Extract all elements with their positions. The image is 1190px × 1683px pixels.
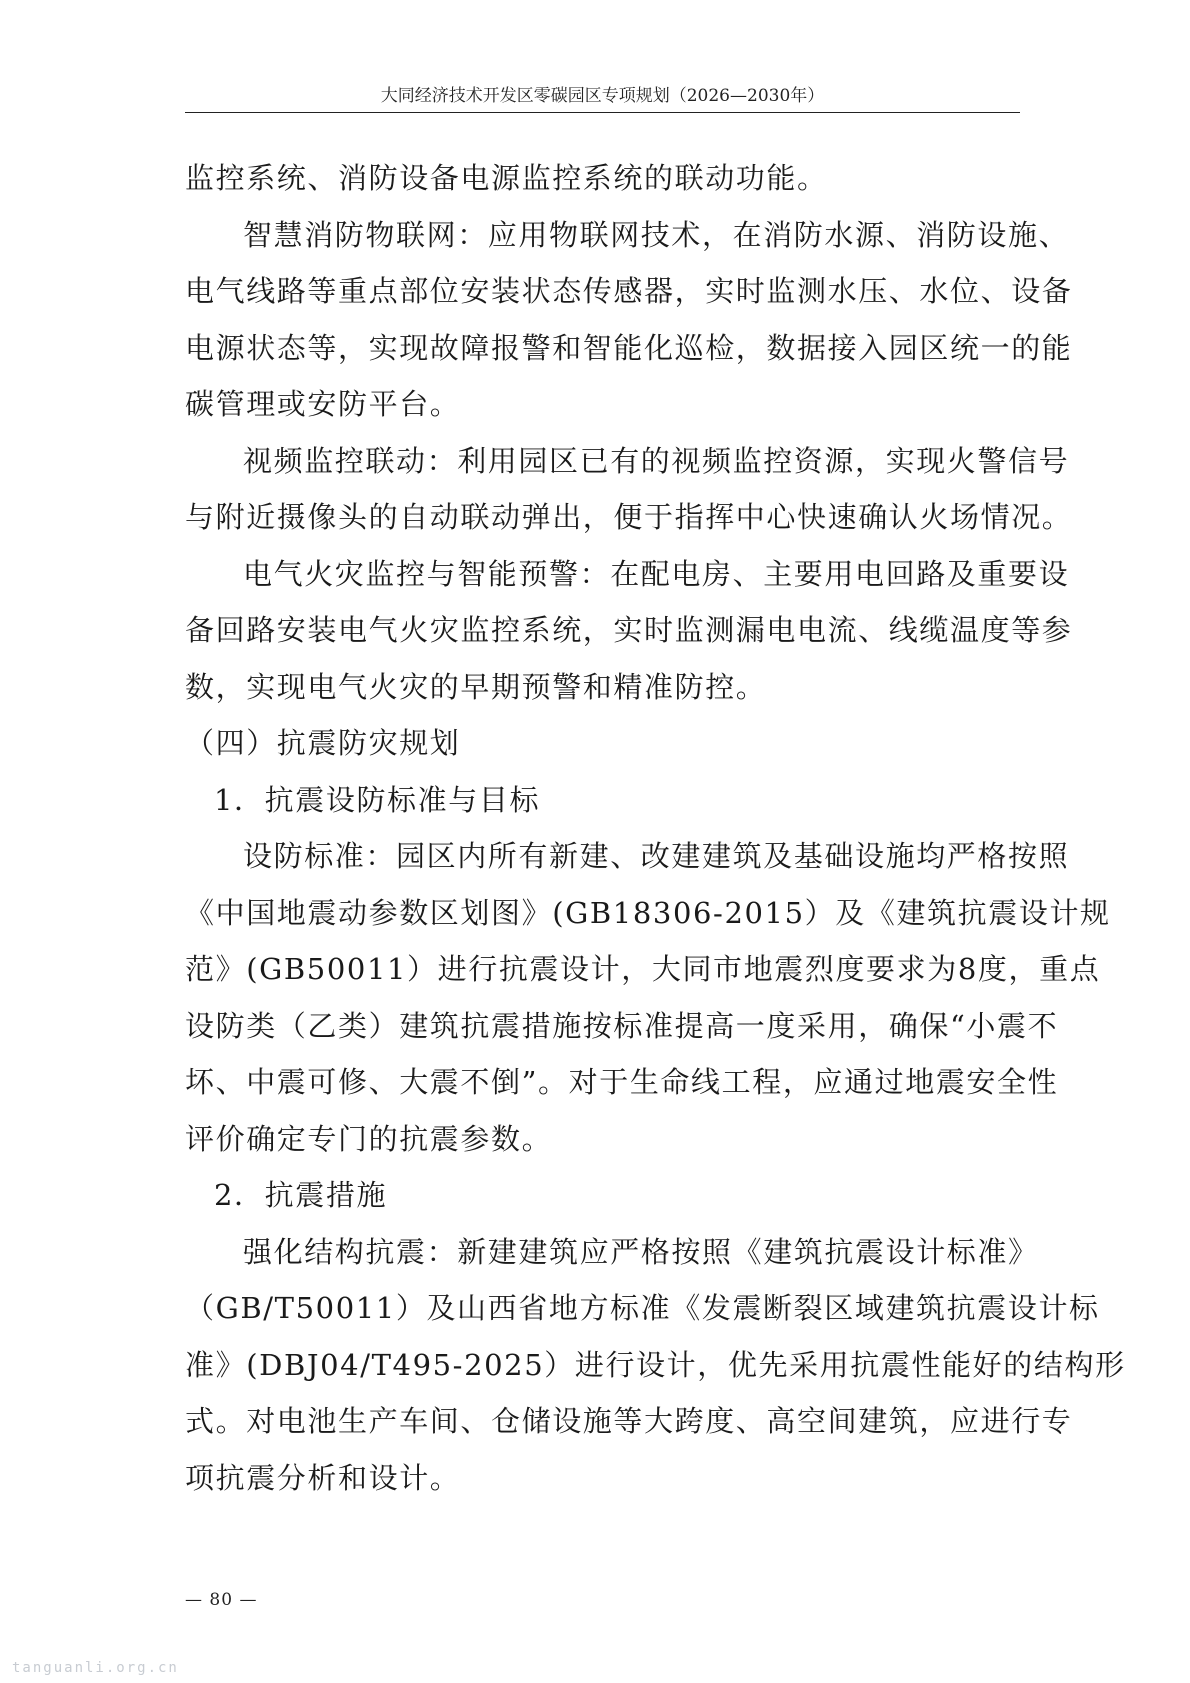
paragraph-line: 范》(GB50011）进行抗震设计，大同市地震烈度要求为8度，重点 <box>185 952 1101 986</box>
paragraph-line: 电源状态等，实现故障报警和智能化巡检，数据接入园区统一的能 <box>185 330 1073 365</box>
paragraph-line: 数，实现电气火灾的早期预警和精准防控。 <box>185 669 767 704</box>
paragraph-line: 设防标准：园区内所有新建、改建建筑及基础设施均严格按照 <box>243 839 1070 873</box>
page-number: — 80 — <box>185 1590 258 1610</box>
paragraph-line: 与附近摄像头的自动联动弹出，便于指挥中心快速确认火场情况。 <box>185 500 1073 534</box>
paragraph-line: 评价确定专门的抗震参数。 <box>185 1121 553 1156</box>
paragraph-line: 坏、中震可修、大震不倒”。对于生命线工程，应通过地震安全性 <box>185 1065 1059 1099</box>
paragraph-line: 项抗震分析和设计。 <box>185 1460 461 1495</box>
paragraph-line: 《中国地震动参数区划图》(GB18306-2015）及《建筑抗震设计规 <box>185 895 1111 930</box>
paragraph-line: （GB/T50011）及山西省地方标准《发震断裂区域建筑抗震设计标 <box>185 1291 1100 1325</box>
paragraph-line: 准》(DBJ04/T495-2025）进行设计，优先采用抗震性能好的结构形 <box>185 1347 1126 1382</box>
document-body <box>185 150 1126 1506</box>
paragraph-line: 强化结构抗震：新建建筑应严格按照《建筑抗震设计标准》 <box>243 1234 1039 1269</box>
paragraph-line: 设防类（乙类）建筑抗震措施按标准提高一度采用，确保“小震不 <box>185 1008 1059 1043</box>
paragraph-line: 碳管理或安防平台。 <box>185 387 461 421</box>
document-title: 大同经济技术开发区零碳园区专项规划（2026—2030年） <box>380 86 825 106</box>
paragraph-line: 电气火灾监控与智能预警：在配电房、主要用电回路及重要设 <box>243 556 1070 591</box>
section-heading: （四）抗震防灾规划 <box>185 726 461 760</box>
paragraph-line: 智慧消防物联网：应用物联网技术，在消防水源、消防设施、 <box>243 217 1070 252</box>
subsection-heading: 1．抗震设防标准与目标 <box>214 782 541 817</box>
paragraph-line: 电气线路等重点部位安装状态传感器，实时监测水压、水位、设备 <box>185 274 1073 308</box>
paragraph-line: 监控系统、消防设备电源监控系统的联动功能。 <box>185 161 828 195</box>
paragraph-line: 备回路安装电气火灾监控系统，实时监测漏电电流、线缆温度等参 <box>185 613 1073 647</box>
subsection-heading: 2．抗震措施 <box>214 1178 388 1212</box>
page-header <box>185 86 1020 113</box>
paragraph-line: 视频监控联动：利用园区已有的视频监控资源，实现火警信号 <box>243 443 1070 478</box>
watermark: tanguanli.org.cn <box>12 1660 179 1676</box>
paragraph-line: 式。对电池生产车间、仓储设施等大跨度、高空间建筑，应进行专 <box>185 1404 1073 1438</box>
